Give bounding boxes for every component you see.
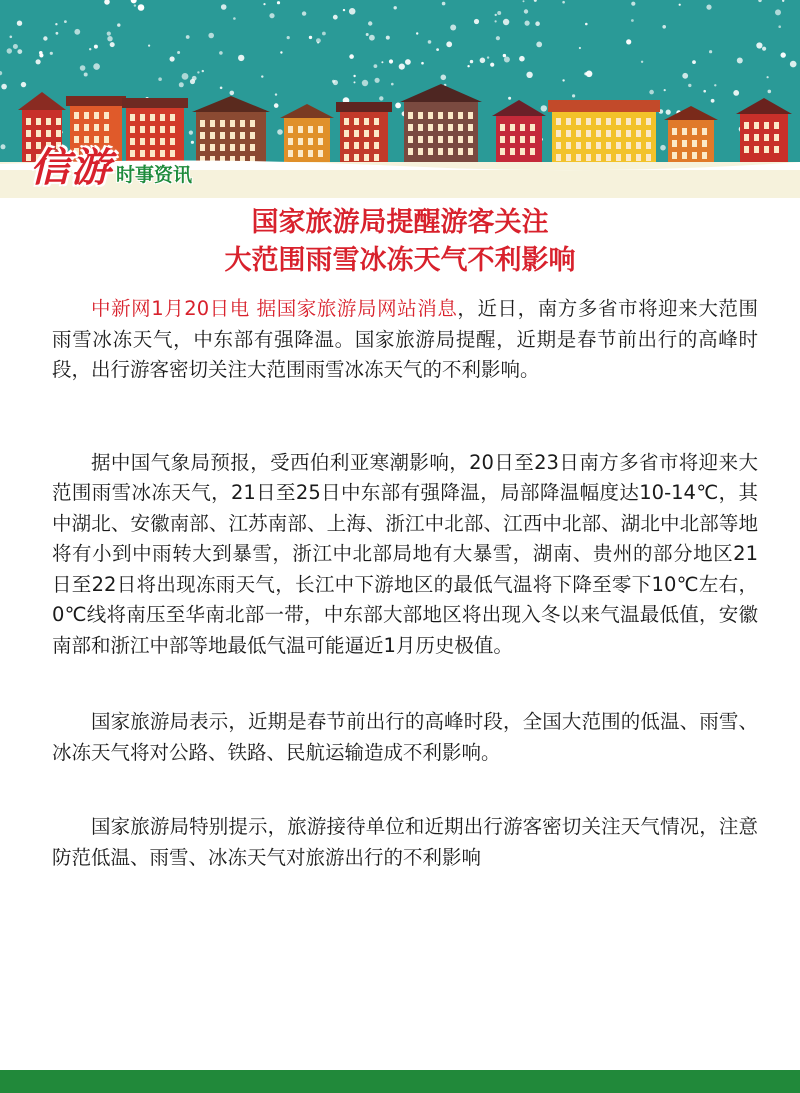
paragraph-1 <box>52 294 758 386</box>
article-body <box>52 294 758 933</box>
article-title <box>0 204 800 280</box>
brand-tagline: 时事资讯 <box>116 164 193 186</box>
brand-logo <box>30 136 192 193</box>
footer-bar <box>0 1070 800 1093</box>
news-lead-source: 中新网1月20日电 据国家旅游局网站消息 <box>91 297 458 320</box>
paragraph-1-text: ，近日，南方多省市将迎来大范围雨雪冰冻天气，中东部有强降温。国家旅游局提醒，近期是春节前出行的高峰时段，出行游客密切关注大范围雨雪冰冻天气的不利影响。 <box>52 297 758 381</box>
brand-name: 信游 <box>30 145 112 191</box>
article-title-line-1: 国家旅游局提醒游客关注 <box>251 207 549 238</box>
paragraph-4: 国家旅游局特别提示，旅游接待单位和近期出行游客密切关注天气情况，注意防范低温、雨雪、冰冻天气对旅游出行的不利影响 <box>52 815 758 869</box>
header-banner <box>0 0 800 198</box>
paragraph-3: 国家旅游局表示，近期是春节前出行的高峰时段，全国大范围的低温、雨雪、冰冻天气将对公路、铁路、民航运输造成不利影响。 <box>52 710 758 764</box>
paragraph-2: 据中国气象局预报，受西伯利亚寒潮影响，20日至23日南方多省市将迎来大范围雨雪冰冻天气，21日至25日中东部有强降温，局部降温幅度达10-14℃，其中湖北、安徽南部、江苏南部、上海、浙江中北部、江西中北部、湖北中北部等地将有小到中雨转大到暴雪，浙江中北部局地有大暴雪，湖南、贵州的部分地区21日至22日将出现冻雨天气，长江中下游地区的最低气温将下降至零下10℃左右，0℃线将南压至华南北部一带，中东部大部地区将出现入冬以来气温最低值，安徽南部和浙江中部等地最低气温可能逼近1月历史极值。 <box>52 450 758 657</box>
article-title-line-2: 大范围雨雪冰冻天气不利影响 <box>224 245 576 276</box>
